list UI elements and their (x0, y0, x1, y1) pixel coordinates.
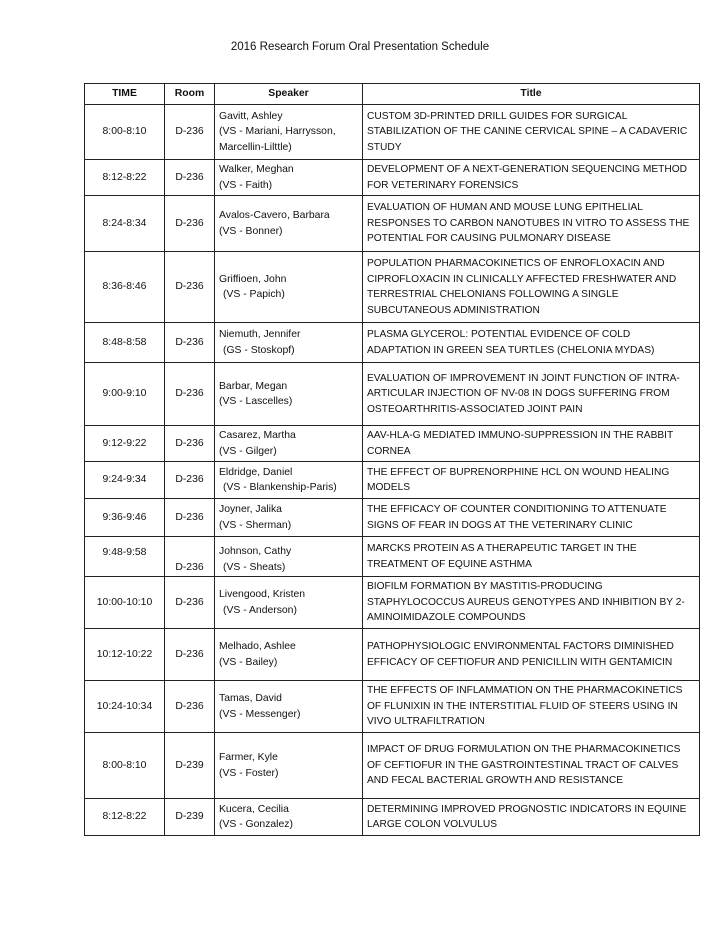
table-row (85, 323, 700, 363)
room-cell: D-236 (165, 629, 215, 681)
speaker-cell (215, 462, 363, 499)
table-row (85, 799, 700, 836)
room-cell: D-236 (165, 462, 215, 499)
table-row (85, 160, 700, 196)
table-row (85, 252, 700, 323)
table-row (85, 499, 700, 537)
title-cell: PATHOPHYSIOLOGIC ENVIRONMENTAL FACTORS DIMINISHED EFFICACY OF CEFTIOFUR AND PENICILLIN WITH GENTAMICIN (363, 629, 700, 681)
header-room: Room (165, 84, 215, 105)
room-cell: D-236 (165, 363, 215, 426)
page-title: 2016 Research Forum Oral Presentation Schedule (230, 41, 490, 53)
speaker-advisor-cont: Marcellin-Lilttle) (219, 141, 292, 153)
title-cell: CUSTOM 3D-PRINTED DRILL GUIDES FOR SURGICAL STABILIZATION OF THE CANINE CERVICAL SPINE – A CADAVERIC STUDY (363, 105, 700, 160)
room-cell: D-236 (165, 196, 215, 252)
title-cell: PLASMA GLYCEROL: POTENTIAL EVIDENCE OF COLD ADAPTATION IN GREEN SEA TURTLES (CHELONIA MYDAS) (363, 323, 700, 363)
time-cell: 8:12-8:22 (85, 160, 165, 196)
speaker-cell (215, 196, 363, 252)
time-cell: 8:12-8:22 (85, 799, 165, 836)
header-title: Title (363, 84, 700, 105)
speaker-advisor: (VS - Blankenship-Paris) (223, 482, 337, 493)
room-cell: D-236 (165, 537, 215, 577)
title-cell: THE EFFECT OF BUPRENORPHINE HCL ON WOUND HEALING MODELS (363, 462, 700, 499)
time-cell: 10:24-10:34 (85, 681, 165, 733)
time-cell: 9:24-9:34 (85, 462, 165, 499)
speaker-name: Casarez, Martha (219, 430, 296, 441)
table-row (85, 629, 700, 681)
speaker-advisor: (VS - Anderson) (223, 604, 297, 616)
header-time: TIME (85, 84, 165, 105)
speaker-cell (215, 426, 363, 462)
title-cell: EVALUATION OF IMPROVEMENT IN JOINT FUNCTION OF INTRA-ARTICULAR INJECTION OF NV-08 IN DOGS SUFFERING FROM OSTEOARTHRITIS-ASSOCIATED JOINT PAIN (363, 363, 700, 426)
time-cell: 10:12-10:22 (85, 629, 165, 681)
speaker-cell (215, 577, 363, 629)
time-cell: 10:00-10:10 (85, 577, 165, 629)
speaker-name: Tamas, David (219, 693, 282, 704)
speaker-name: Johnson, Cathy (219, 546, 292, 557)
speaker-cell (215, 537, 363, 577)
header-row (85, 84, 700, 105)
schedule-table (84, 83, 700, 836)
speaker-name: Farmer, Kyle (219, 752, 278, 763)
speaker-cell (215, 499, 363, 537)
table-row (85, 462, 700, 499)
speaker-cell (215, 105, 363, 160)
speaker-name: Joyner, Jalika (219, 504, 282, 515)
speaker-name: Avalos-Cavero, Barbara (219, 210, 330, 221)
speaker-advisor: (VS - Sherman) (219, 519, 292, 531)
room-cell: D-239 (165, 733, 215, 799)
title-cell: EVALUATION OF HUMAN AND MOUSE LUNG EPITHELIAL RESPONSES TO CARBON NANOTUBES IN VITRO TO ASSESS THE POTENTIAL FOR CAUSING PULMONARY DISEASE (363, 196, 700, 252)
speaker-name: Livengood, Kristen (219, 589, 306, 600)
room-cell: D-236 (165, 577, 215, 629)
speaker-name: Melhado, Ashlee (219, 641, 296, 652)
speaker-name: Kucera, Cecilia (219, 803, 289, 815)
speaker-cell (215, 252, 363, 323)
speaker-name: Griffioen, John (219, 273, 287, 285)
title-cell: IMPACT OF DRUG FORMULATION ON THE PHARMACOKINETICS OF CEFTIOFUR IN THE GASTROINTESTINAL TRACT OF CALVES AND FECAL BACTERIAL GROWTH AND RESISTANCE (363, 733, 700, 799)
speaker-advisor: (VS - Faith) (219, 179, 273, 191)
speaker-advisor: (VS - Foster) (219, 767, 279, 779)
speaker-cell (215, 323, 363, 363)
speaker-advisor: (VS - Mariani, Harrysson, (219, 126, 336, 138)
speaker-cell (215, 629, 363, 681)
speaker-cell (215, 160, 363, 196)
time-cell: 8:00-8:10 (85, 105, 165, 160)
speaker-cell (215, 681, 363, 733)
speaker-name: Walker, Meghan (219, 164, 294, 175)
room-cell: D-236 (165, 252, 215, 323)
speaker-advisor: (VS - Lascelles) (219, 396, 293, 407)
speaker-cell (215, 363, 363, 426)
table-row (85, 681, 700, 733)
time-cell: 8:48-8:58 (85, 323, 165, 363)
speaker-advisor: (VS - Bailey) (219, 656, 278, 668)
room-cell: D-236 (165, 499, 215, 537)
time-cell: 9:36-9:46 (85, 499, 165, 537)
table-row (85, 577, 700, 629)
time-cell: 9:00-9:10 (85, 363, 165, 426)
title-cell: BIOFILM FORMATION BY MASTITIS-PRODUCING STAPHYLOCOCCUS AUREUS GENOTYPES AND INHIBITION BY 2-AMINOIMIDAZOLE COMPOUNDS (363, 577, 700, 629)
room-cell: D-236 (165, 105, 215, 160)
title-cell: MARCKS PROTEIN AS A THERAPEUTIC TARGET IN THE TREATMENT OF EQUINE ASTHMA (363, 537, 700, 577)
room-cell: D-236 (165, 323, 215, 363)
speaker-cell (215, 733, 363, 799)
speaker-advisor: (VS - Sheats) (223, 561, 286, 573)
speaker-cell (215, 799, 363, 836)
table-row (85, 426, 700, 462)
speaker-name: Eldridge, Daniel (219, 466, 293, 478)
title-cell: DETERMINING IMPROVED PROGNOSTIC INDICATORS IN EQUINE LARGE COLON VOLVULUS (363, 799, 700, 836)
table-row (85, 196, 700, 252)
speaker-name: Barbar, Megan (219, 380, 288, 392)
title-cell: DEVELOPMENT OF A NEXT-GENERATION SEQUENCING METHOD FOR VETERINARY FORENSICS (363, 160, 700, 196)
speaker-name: Gavitt, Ashley (219, 110, 283, 122)
title-cell: AAV-HLA-G MEDIATED IMMUNO-SUPPRESSION IN THE RABBIT CORNEA (363, 426, 700, 462)
speaker-advisor: (VS - Gilger) (219, 445, 277, 457)
room-cell: D-236 (165, 160, 215, 196)
title-cell: POPULATION PHARMACOKINETICS OF ENROFLOXACIN AND CIPROFLOXACIN IN CLINICALLY AFFECTED FRESHWATER AND TERRESTRIAL CHELONIANS FOLLOWING A SINGLE SUBCUTANEOUS ADMINISTRATION (363, 252, 700, 323)
room-cell: D-239 (165, 799, 215, 836)
room-cell: D-236 (165, 681, 215, 733)
speaker-name: Niemuth, Jennifer (219, 329, 301, 340)
time-cell: 9:12-9:22 (85, 426, 165, 462)
header-speaker: Speaker (215, 84, 363, 105)
table-row (85, 363, 700, 426)
time-cell: 8:00-8:10 (85, 733, 165, 799)
table-row (85, 537, 700, 577)
time-cell: 9:48-9:58 (85, 537, 165, 577)
time-cell: 8:24-8:34 (85, 196, 165, 252)
table-row (85, 733, 700, 799)
table-row (85, 105, 700, 160)
title-cell: THE EFFICACY OF COUNTER CONDITIONING TO ATTENUATE SIGNS OF FEAR IN DOGS AT THE VETERINARY CLINIC (363, 499, 700, 537)
speaker-advisor: (VS - Bonner) (219, 225, 283, 237)
room-cell: D-236 (165, 426, 215, 462)
time-cell: 8:36-8:46 (85, 252, 165, 323)
speaker-advisor: (VS - Gonzalez) (219, 819, 293, 830)
speaker-advisor: (VS - Messenger) (219, 708, 301, 720)
title-cell: THE EFFECTS OF INFLAMMATION ON THE PHARMACOKINETICS OF FLUNIXIN IN THE INTERSTITIAL FLUID OF STEERS USING IN VIVO ULTRAFILTRATION (363, 681, 700, 733)
speaker-advisor: (GS - Stoskopf) (223, 344, 295, 356)
speaker-advisor: (VS - Papich) (223, 289, 285, 300)
